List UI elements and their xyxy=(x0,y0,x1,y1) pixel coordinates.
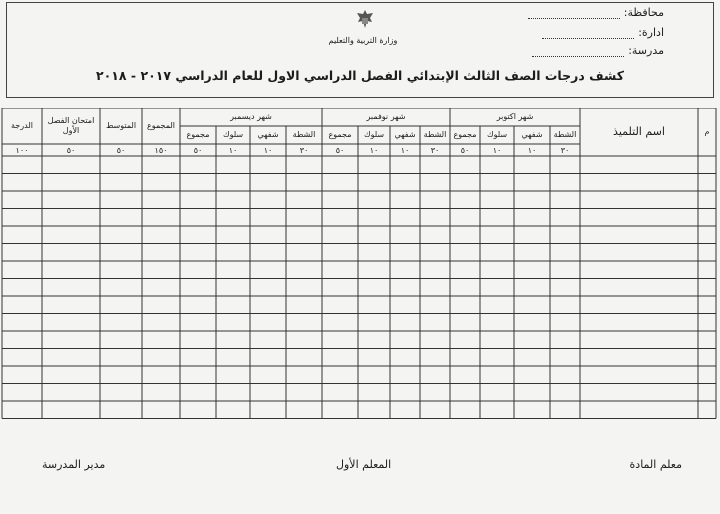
month-header-1: شهر اكتوبر xyxy=(496,112,534,121)
col-exam-header: امتحان الفصل الأول xyxy=(47,116,95,135)
max-value-2-3: ١٠ xyxy=(369,145,379,155)
administration-field[interactable] xyxy=(542,30,634,39)
month-header-3: شهر ديسمبر xyxy=(230,112,272,121)
max-value-3-2: ١٠ xyxy=(263,145,273,155)
sub-header-1-2: شفهي xyxy=(521,130,543,139)
governorate-field[interactable] xyxy=(528,10,620,19)
principal-signature: مدير المدرسة xyxy=(42,458,106,471)
school-field[interactable] xyxy=(532,48,624,57)
administration-label: ادارة: xyxy=(638,26,664,39)
max-value-1-1: ٣٠ xyxy=(560,145,570,155)
subject-teacher-signature: معلم المادة xyxy=(629,458,682,471)
sub-header-3-3: سلوك xyxy=(222,130,244,139)
sub-header-3-4: مجموع xyxy=(186,130,210,139)
sub-header-2-2: شفهي xyxy=(394,130,416,139)
max-grade: ١٠٠ xyxy=(15,145,29,155)
max-total: ١٥٠ xyxy=(154,145,168,155)
sub-header-2-4: مجموع xyxy=(328,130,352,139)
sub-header-1-1: الشطة xyxy=(553,130,577,139)
sub-header-2-1: الشطة xyxy=(423,130,447,139)
col-student-header: اسم التلميذ xyxy=(613,125,665,138)
col-serial-header: م xyxy=(704,127,710,136)
sub-header-3-1: الشطة xyxy=(292,130,316,139)
administration-line xyxy=(542,26,664,39)
max-value-3-3: ١٠ xyxy=(228,145,238,155)
col-total-header: المجموع xyxy=(147,121,175,130)
max-value-2-2: ١٠ xyxy=(400,145,410,155)
school-line xyxy=(532,44,664,57)
max-value-1-4: ٥٠ xyxy=(460,145,470,155)
eagle-emblem-icon xyxy=(353,8,377,32)
page-title: كشف درجات الصف الثالث الإبتدائي الفصل الدراسي الاول للعام الدراسي ٢٠١٧ - ٢٠١٨ xyxy=(96,68,624,83)
sub-header-1-3: سلوك xyxy=(486,130,508,139)
max-value-2-1: ٣٠ xyxy=(430,145,440,155)
max-value-1-2: ١٠ xyxy=(527,145,537,155)
max-value-1-3: ١٠ xyxy=(492,145,502,155)
governorate-label: محافظة: xyxy=(623,6,664,19)
grades-table-grid xyxy=(0,108,720,438)
school-label: مدرسة: xyxy=(628,44,664,57)
max-value-3-1: ٣٠ xyxy=(299,145,309,155)
governorate-line xyxy=(528,6,664,19)
sub-header-3-2: شفهي xyxy=(257,130,279,139)
sub-header-2-3: سلوك xyxy=(363,130,385,139)
max-exam: ٥٠ xyxy=(66,145,76,155)
max-average: ٥٠ xyxy=(116,145,126,155)
max-value-2-4: ٥٠ xyxy=(335,145,345,155)
first-teacher-signature: المعلم الأول xyxy=(336,458,392,471)
col-average-header: المتوسط xyxy=(105,121,137,130)
col-grade-header: الدرجة xyxy=(11,121,33,130)
ministry-name: وزارة التربية والتعليم xyxy=(328,36,398,45)
month-header-2: شهر نوفمبر xyxy=(366,112,406,121)
max-value-3-4: ٥٠ xyxy=(193,145,203,155)
sub-header-1-4: مجموع xyxy=(453,130,477,139)
